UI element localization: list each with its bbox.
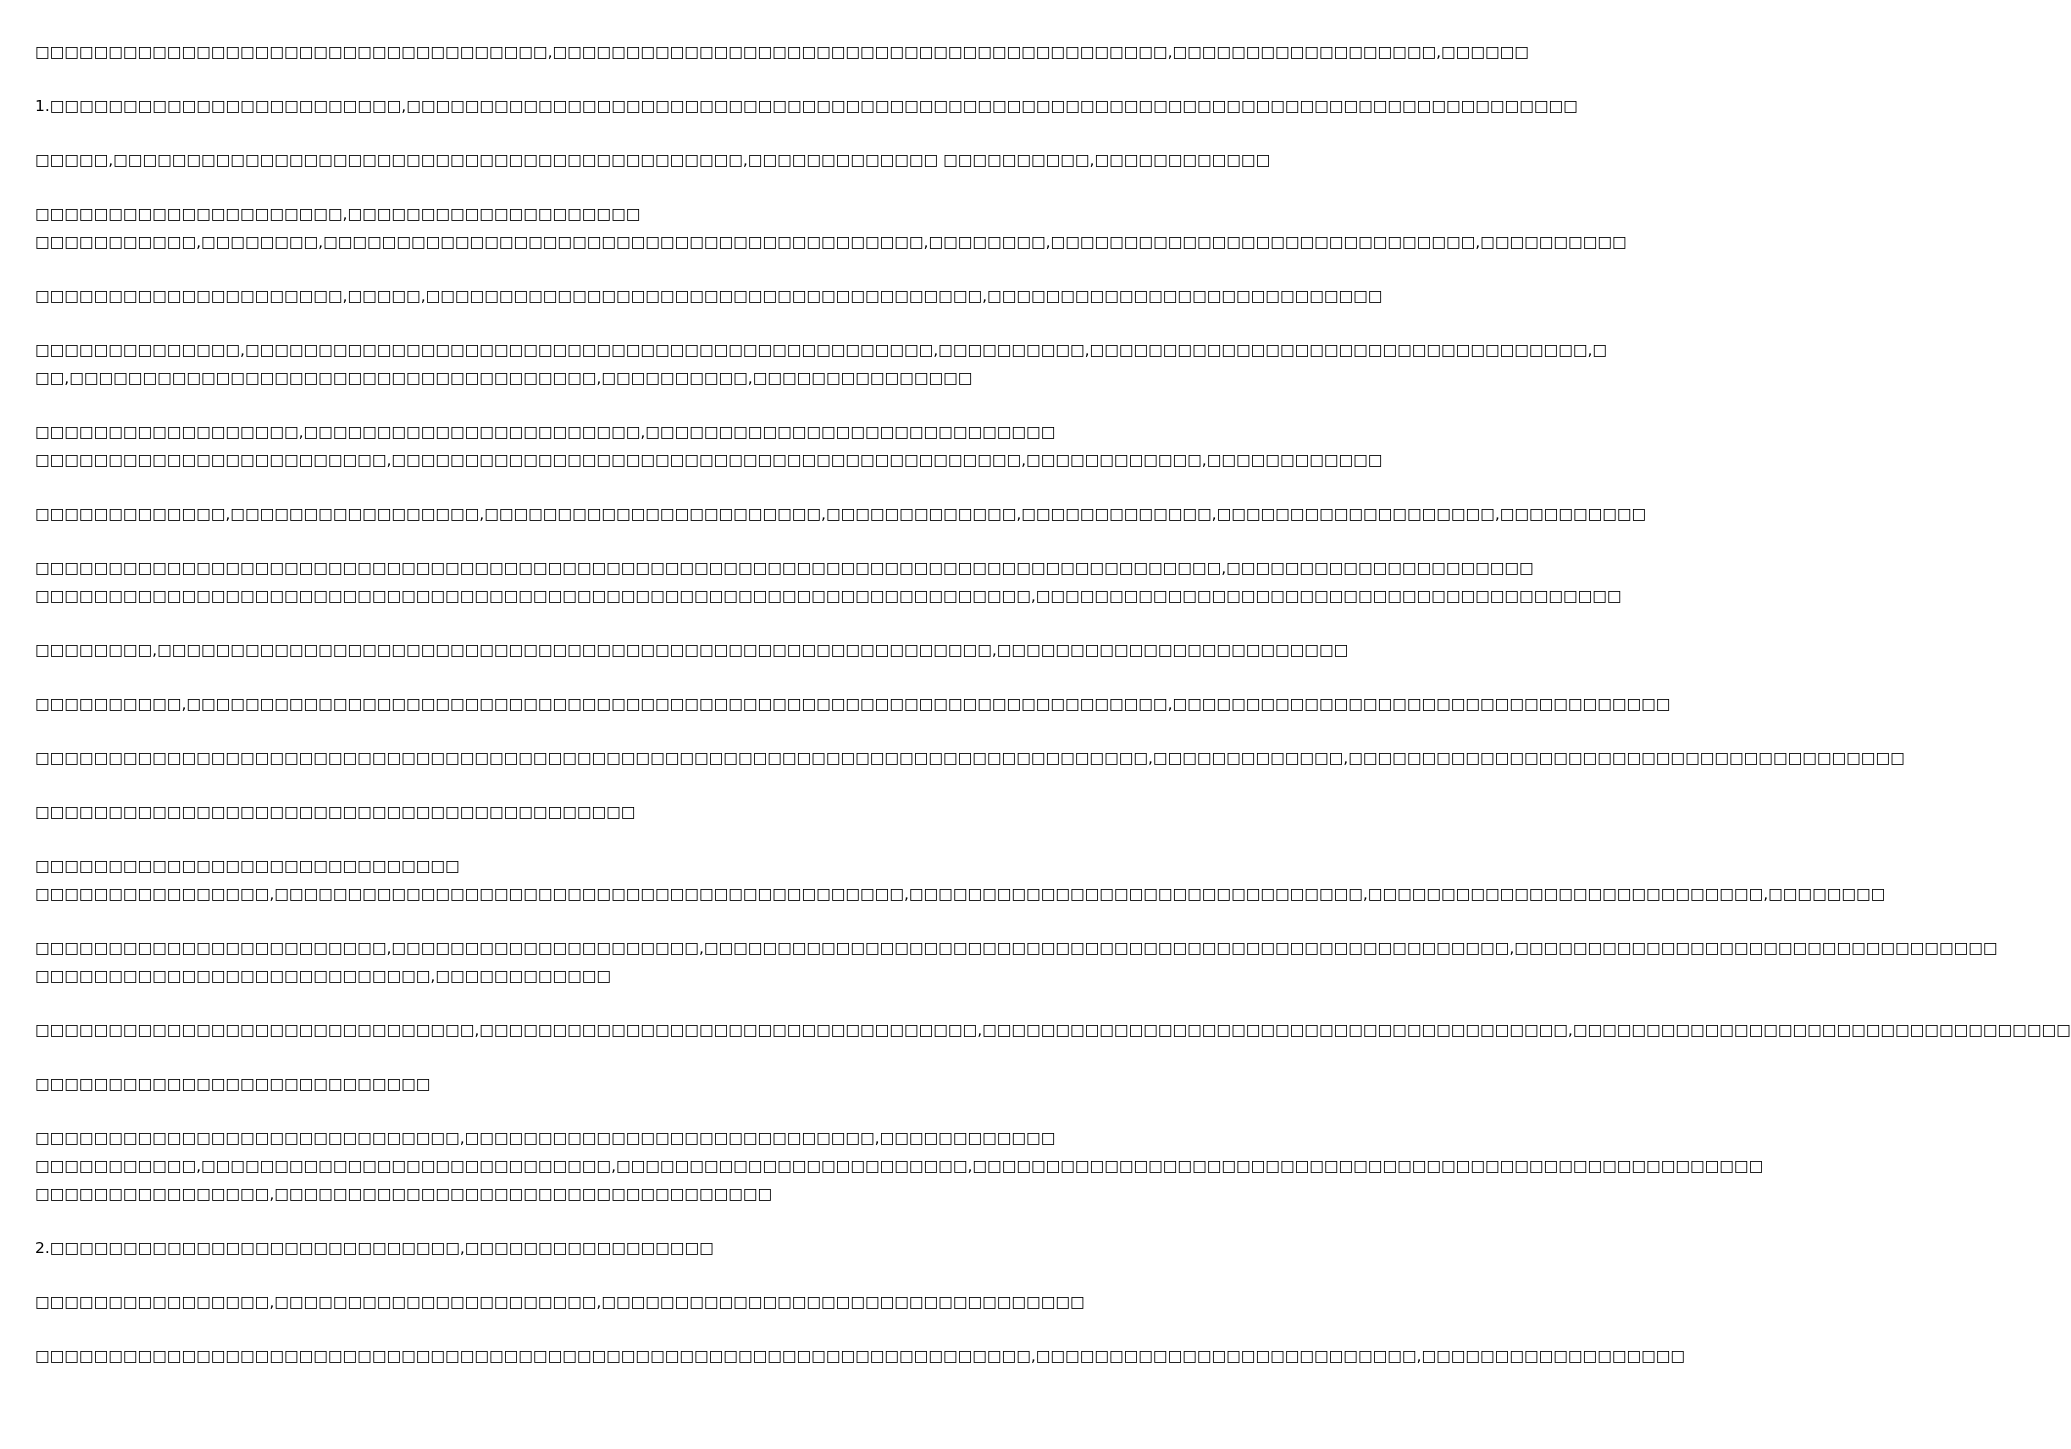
text-line: □□□□□□□□□□□□□□□□□□□□□□□□□□□□□ <box>35 857 460 875</box>
paragraph <box>35 554 1622 610</box>
text-line: □□□□□□□□□□□□□□□□□□,□□□□□□□□□□□□□□□□□□□□□□□,□□□□□□□□□□□□□□□□□□□□□□□□□□□□ <box>35 423 1056 441</box>
text-line: □□□□□□□□□□□□□□□□□□□□□□□□□□□□□□□□□□□□□□□□□□□□□□□□□□□□□□□□□□□□□□□□□□□□,□□□□□□□□□□□□□□□□□□□□□□□□□□□□□□□□□□□□□□□□ <box>35 587 1622 605</box>
paragraph <box>35 336 1608 392</box>
text-line: □□□□□,□□□□□□□□□□□□□□□□□□□□□□□□□□□□□□□□□□□□□□□□□□□,□□□□□□□□□□□□□ □□□□□□□□□□,□□□□□□□□□□□□ <box>35 151 1271 169</box>
text-line: □□□□□□□□□□□□□□□□□□□□□□□□□□□□□□□□□□□,□□□□□□□□□□□□□□□□□□□□□□□□□□□□□□□□□□□□□□□□□□,□□□□□□□□□□□□□□□□□□,□□□□□□ <box>35 43 1529 61</box>
text-line: 1.□□□□□□□□□□□□□□□□□□□□□□□□,□□□□□□□□□□□□□□□□□□□□□□□□□□□□□□□□□□□□□□□□□□□□□□□□□□□□□□□□□□□□□□□□□□□□□□□□□□□□□□□□ <box>35 97 1578 115</box>
text-line: □□□□□□□□□□□□□□□□□□□□□□□□□□□□□□□□□□□□□□□□□□□□□□□□□□□□□□□□□□□□□□□□□□□□□□□□□□□□,□□□□□□□□□□□□□,□□□□□□□□□□□□□□□□□□□□□□□□□□□□□□□□□□□□□□ <box>35 749 1905 767</box>
paragraph <box>35 200 1627 256</box>
text-line: □□□□□□□□□□□□□□□□□□□□□□□□□□□,□□□□□□□□□□□□ <box>35 967 612 985</box>
paragraph <box>35 1342 1686 1370</box>
text-line: □□□□□□□□□□□□□□□□□□□□□□□□□□□□□,□□□□□□□□□□□□□□□□□□□□□□□□□□□□,□□□□□□□□□□□□ <box>35 1129 1056 1147</box>
text-line: □□□□□□□□□□□,□□□□□□□□,□□□□□□□□□□□□□□□□□□□□□□□□□□□□□□□□□□□□□□□□□,□□□□□□□□,□□□□□□□□□□□□□□□□□□□□□□□□□□□□□,□□□□□□□□□□ <box>35 233 1627 251</box>
text-line: □□□□□□□□□□□□□□□□□□□□□□□□□□□□□□□□□□□□□□□□□□□□□□□□□□□□□□□□□□□□□□□□□□□□□□□□□□□□□□□□□,□□□□□□□□□□□□□□□□□□□□□ <box>35 559 1534 577</box>
paragraph <box>35 1234 990 1262</box>
text-line: □□□□□□□□□□□□□□□□□□□□□□□□□□□□□□□□□□□□□□□□□□□□□□□□□□□□□□□□□□□□□□□□□□□□,□□□□□□□□□□□□□□□□□□□□□□□□□□,□□□□□□□□□□□□□□□□□□ <box>35 1347 1686 1365</box>
paragraph <box>35 690 1671 718</box>
text-line: □□□□□□□□,□□□□□□□□□□□□□□□□□□□□□□□□□□□□□□□□□□□□□□□□□□□□□□□□□□□□□□□□□,□□□□□□□□□□□□□□□□□□□□□□□□ <box>35 641 1349 659</box>
paragraph <box>35 282 1383 310</box>
paragraph <box>35 636 1349 664</box>
text-line: 2.□□□□□□□□□□□□□□□□□□□□□□□□□□□□,□□□□□□□□□□□□□□□□□ <box>35 1239 714 1257</box>
paragraph <box>35 1288 1085 1316</box>
paragraph <box>35 500 1647 528</box>
paragraph <box>35 1124 1764 1208</box>
paragraph <box>35 418 1383 474</box>
paragraph <box>35 1070 990 1098</box>
text-line: □□□□□□□□□□□□□□□□□□□□□□□□,□□□□□□□□□□□□□□□□□□□□□,□□□□□□□□□□□□□□□□□□□□□□□□□□□□□□□□□□□□□□□□□□□□□□□□□□□□□□□,□□□□□□□□□□□□□□□□□□□□□□□□□□□□□□□□□ <box>35 939 1998 957</box>
paragraph <box>35 146 1271 174</box>
text-line: □□□□□□□□□□□□□□,□□□□□□□□□□□□□□□□□□□□□□□□□□□□□□□□□□□□□□□□□□□□□□□,□□□□□□□□□□,□□□□□□□□□□□□□□□□□□□□□□□□□□□□□□□□□□,□ <box>35 341 1608 359</box>
paragraph <box>35 92 1578 120</box>
text-line: □□□□□□□□□□□□□□□□□□□□□□□□□□□□□□□□□□□□□□□□□ <box>35 803 636 821</box>
paragraph <box>35 744 1905 772</box>
document-body <box>35 38 2071 1396</box>
text-line: □□□□□□□□□□□□□□□□□□□□□,□□□□□□□□□□□□□□□□□□□□ <box>35 205 641 223</box>
text-line: □□□□□□□□□□□□□□□□,□□□□□□□□□□□□□□□□□□□□□□,□□□□□□□□□□□□□□□□□□□□□□□□□□□□□□□□□ <box>35 1293 1085 1311</box>
text-line: □□□□□□□□□□□□□□□□,□□□□□□□□□□□□□□□□□□□□□□□□□□□□□□□□□□□□□□□□□□□,□□□□□□□□□□□□□□□□□□□□□□□□□□□□□□□,□□□□□□□□□□□□□□□□□□□□□□□□□□□,□□□□□□□□ <box>35 885 1886 903</box>
paragraph <box>35 798 990 826</box>
text-line: □□□□□□□□□□,□□□□□□□□□□□□□□□□□□□□□□□□□□□□□□□□□□□□□□□□□□□□□□□□□□□□□□□□□□□□□□□□□□□,□□□□□□□□□□□□□□□□□□□□□□□□□□□□□□□□□□ <box>35 695 1671 713</box>
text-line: □□,□□□□□□□□□□□□□□□□□□□□□□□□□□□□□□□□□□□□,□□□□□□□□□□,□□□□□□□□□□□□□□□ <box>35 369 973 387</box>
paragraph <box>35 38 1529 66</box>
text-line: □□□□□□□□□□□□□□□□□□□□□□□□□□□□□□,□□□□□□□□□□□□□□□□□□□□□□□□□□□□□□□□□□,□□□□□□□□□□□□□□□□□□□□□□□□□□□□□□□□□□□□□□□□,□□□□□□□□□□□□□□□□□□□□□□□□□□□□□□□□□□ <box>35 1021 2071 1039</box>
text-line: □□□□□□□□□□□,□□□□□□□□□□□□□□□□□□□□□□□□□□□□,□□□□□□□□□□□□□□□□□□□□□□□□,□□□□□□□□□□□□□□□□□□□□□□□□□□□□□□□□□□□□□□□□□□□□□□□□□□□□□□ <box>35 1157 1764 1175</box>
text-line: □□□□□□□□□□□□□□□□□□□□□,□□□□□,□□□□□□□□□□□□□□□□□□□□□□□□□□□□□□□□□□□□□□,□□□□□□□□□□□□□□□□□□□□□□□□□□□ <box>35 287 1383 305</box>
paragraph <box>35 1016 2071 1044</box>
text-line: □□□□□□□□□□□□□□□□□□□□□□□□□□□ <box>35 1075 431 1093</box>
text-line: □□□□□□□□□□□□□□□□□□□□□□□□,□□□□□□□□□□□□□□□□□□□□□□□□□□□□□□□□□□□□□□□□□□□,□□□□□□□□□□□□,□□□□□□□□□□□□ <box>35 451 1383 469</box>
paragraph <box>35 934 1998 990</box>
text-line: □□□□□□□□□□□□□,□□□□□□□□□□□□□□□□□,□□□□□□□□□□□□□□□□□□□□□□□,□□□□□□□□□□□□□,□□□□□□□□□□□□□,□□□□□□□□□□□□□□□□□□□,□□□□□□□□□□ <box>35 505 1647 523</box>
text-line: □□□□□□□□□□□□□□□□,□□□□□□□□□□□□□□□□□□□□□□□□□□□□□□□□□□ <box>35 1185 773 1203</box>
paragraph <box>35 852 1886 908</box>
